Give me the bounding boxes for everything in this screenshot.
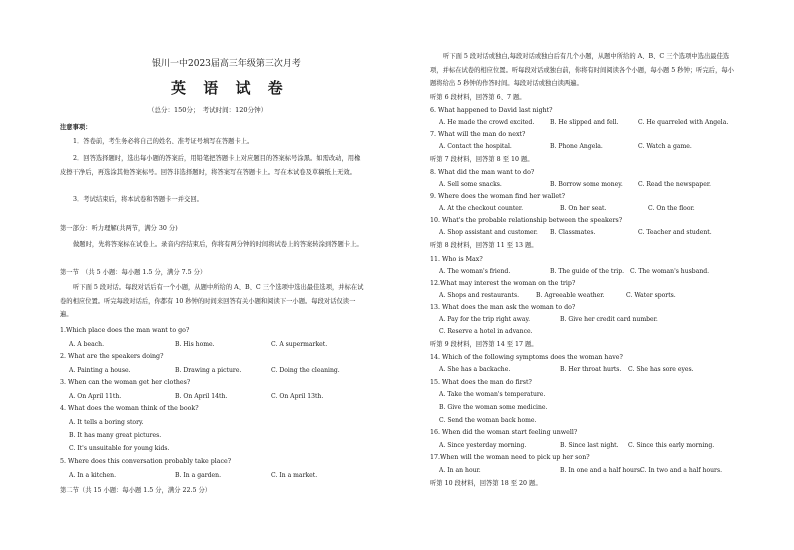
school-title: 银川一中2023届高三年级第三次月考 (152, 59, 301, 69)
section1-intro: 听下面 5 段对话。每段对话后有一个小题，从题中所给的 A、B、C 三个选项中选出最佳选项，并标在试卷的相应位置。听完每段对话后，你都有 10 秒钟的时间来回答有关小题和阅读下一小题。每段对话仅读一遍。 (60, 284, 364, 318)
q17-option-c: C. In two and a half hours. (640, 467, 723, 474)
notes-title: 注意事项： (60, 124, 92, 131)
set9-heading: 听第 9 段材料，回答第 14 至 17 题。 (430, 341, 538, 348)
subject-title: 英 语 试 卷 (171, 79, 289, 97)
q16-option-c: C. Since this early morning. (628, 442, 715, 449)
q2-option-c: C. Doing the cleaning. (271, 367, 340, 374)
q1-option-a: A. A beach. (69, 341, 105, 348)
q4-option-c: C. It's unsuitable for young kids. (69, 445, 170, 452)
q6-option-a: A. He made the crowd excited. (439, 119, 535, 126)
question-10: 10. What's the probable relationship between the speakers? (430, 217, 623, 224)
q13-option-c: C. Reserve a hotel in advance. (439, 328, 533, 335)
q15-option-a: A. Take the woman's temperature. (439, 391, 546, 398)
question-16: 16. When did the woman start feeling unwell? (430, 429, 578, 436)
q14-option-a: A. She has a backache. (439, 366, 511, 373)
q11-option-b: B. The guide of the trip. (550, 268, 625, 275)
section2-title: 第二节（共 15 小题：每小题 1.5 分，满分 22.5 分） (60, 487, 212, 494)
question-2: 2. What are the speakers doing? (60, 353, 164, 360)
q6-option-b: B. He slipped and fell. (550, 119, 619, 126)
score-time-info: （总分：150分； 考试时间：120分钟） (148, 106, 268, 114)
question-14: 14. Which of the following symptoms does the woman have? (430, 354, 623, 361)
q8-option-c: C. Read the newspaper. (638, 181, 711, 188)
question-15: 15. What does the man do first? (430, 379, 532, 386)
set8-heading: 听第 8 段材料，回答第 11 至 13 题。 (430, 242, 538, 249)
q10-option-b: B. Classmates. (550, 229, 596, 236)
question-13: 13. What does the man ask the woman to do? (430, 304, 576, 311)
question-11: 11. Who is Max? (430, 256, 483, 263)
note-1: 1．答卷前，考生务必将自己的姓名、准考证号填写在答题卡上。 (73, 138, 254, 145)
q5-option-b: B. In a garden. (175, 472, 222, 479)
q3-option-a: A. On April 11th. (69, 393, 122, 400)
question-3: 3. When can the woman get her clothes? (60, 379, 191, 386)
question-5: 5. Where does this conversation probably take place? (60, 458, 232, 465)
set7-heading: 听第 7 段材料，回答第 8 至 10 题。 (430, 156, 534, 163)
question-9: 9. Where does the woman find her wallet? (430, 193, 565, 200)
q15-option-b: B. Give the woman some medicine. (439, 404, 548, 411)
q5-option-c: C. In a market. (271, 472, 318, 479)
q13-option-b: B. Give her credit card number. (560, 316, 658, 323)
q9-option-c: C. On the floor. (648, 205, 695, 212)
part1-title: 第一部分：听力理解(共两节，满分 30 分) (60, 225, 178, 232)
q10-option-c: C. Teacher and student. (638, 229, 712, 236)
q4-option-a: A. It tells a boring story. (69, 419, 144, 426)
q17-option-b: B. In one and a half hours. (560, 467, 642, 474)
q6-option-c: C. He quarreled with Angela. (638, 119, 729, 126)
q12-option-c: C. Water sports. (626, 292, 676, 299)
question-17: 17.When will the woman need to pick up her son? (430, 454, 590, 461)
question-1: 1.Which place does the man want to go? (60, 327, 190, 334)
q9-option-a: A. At the checkout counter. (439, 205, 524, 212)
question-4: 4. What does the woman think of the book? (60, 405, 199, 412)
q10-option-a: A. Shop assistant and customer. (439, 229, 538, 236)
section1-title: 第一节 （共 5 小题：每小题 1.5 分，满分 7.5 分） (60, 269, 207, 276)
q17-option-a: A. In an hour. (439, 467, 481, 474)
q5-option-a: A. In a kitchen. (69, 472, 117, 479)
q1-option-b: B. His home. (175, 341, 215, 348)
q4-option-b: B. It has many great pictures. (69, 432, 162, 439)
question-7: 7. What will the man do next? (430, 131, 526, 138)
q3-option-c: C. On April 13th. (271, 393, 324, 400)
q16-option-a: A. Since yesterday morning. (439, 442, 527, 449)
q7-option-a: A. Contact the hospital. (439, 143, 512, 150)
q8-option-b: B. Borrow some money. (550, 181, 623, 188)
q16-option-b: B. Since last night. (560, 442, 619, 449)
q14-option-c: C. She has sore eyes. (628, 366, 694, 373)
note-3: 3．考试结束后，将本试卷和答题卡一并交回。 (73, 196, 203, 203)
question-6: 6. What happened to David last night? (430, 107, 553, 114)
q12-option-b: B. Agreeable weather. (536, 292, 605, 299)
q1-option-c: C. A supermarket. (271, 341, 328, 348)
q9-option-b: B. On her seat. (560, 205, 607, 212)
set10-heading: 听第 10 段材料，回答第 18 至 20 题。 (430, 480, 542, 487)
q15-option-c: C. Send the woman back home. (439, 417, 537, 424)
q13-option-a: A. Pay for the trip right away. (439, 316, 531, 323)
q14-option-b: B. Her throat hurts. (560, 366, 622, 373)
q12-option-a: A. Shops and restaurants. (439, 292, 520, 299)
section2-intro: 听下面 5 段对话或独白,每段对话或独白后有几个小题，从题中所给的 A、B、C 三个选项中选出最佳选项，并标在试卷的相应位置。听每段对话或独白前，你将有时间阅读各个小题，每小题 5 秒钟；听完后，每小题将给出 5 秒钟的作答时间。每段对话或独白读两遍。 (430, 53, 734, 87)
part1-intro: 做题时，先将答案标在试卷上。录音内容结束后，你将有两分钟的时间将试卷上的答案转涂到答题卡上。 (73, 241, 363, 248)
q11-option-c: C. The woman's husband. (630, 268, 710, 275)
question-8: 8. What did the man want to do? (430, 169, 535, 176)
q7-option-b: B. Phone Angela. (550, 143, 603, 150)
set6-heading: 听第 6 段材料，回答第 6、7 题。 (430, 94, 526, 101)
q11-option-a: A. The woman's friend. (439, 268, 511, 275)
note-2: 2．回答选择题时，选出每小题的答案后，用铅笔把答题卡上对应题目的答案标号涂黑。如需改动，用橡皮擦干净后，再选涂其他答案标号。回答非选择题时，将答案写在答题卡上。写在本试卷及草稿纸上无效。 (60, 155, 361, 176)
q8-option-a: A. Sell some snacks. (439, 181, 502, 188)
q2-option-a: A. Painting a house. (69, 367, 131, 374)
question-12: 12.What may interest the woman on the trip? (430, 280, 576, 287)
q3-option-b: B. On April 14th. (175, 393, 228, 400)
q7-option-c: C. Watch a game. (638, 143, 692, 150)
q2-option-b: B. Drawing a picture. (175, 367, 242, 374)
